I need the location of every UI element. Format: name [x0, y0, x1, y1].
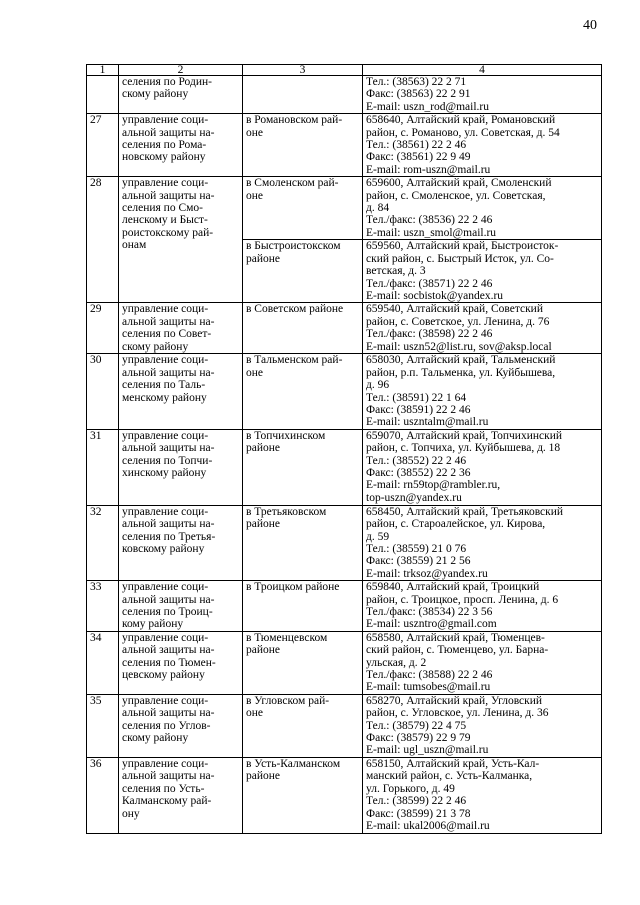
department-cell [119, 631, 243, 694]
area-name: в Топчихинском районе [246, 429, 326, 455]
row-number: 35 [87, 694, 119, 757]
row-number: 28 [87, 177, 119, 303]
table-row [87, 114, 602, 177]
address-cell [363, 354, 602, 429]
department-name: управление соци- альной защиты на- селения по Совет- скому району [122, 303, 215, 353]
column-header: 2 [119, 65, 243, 76]
address-text: 659840, Алтайский край, Троицкий район, с. Троицкое, просп. Ленина, д. 6 Тел./факс: (38534) 22 3 56 E-mail: uszntro@gmail.com [366, 581, 559, 631]
department-cell [119, 757, 243, 833]
address-text: 659600, Алтайский край, Смоленский район, с. Смоленское, ул. Советская, д. 84 Тел./факс: (38536) 22 2 46 E-mail: uszn_smol@mail.ru [366, 177, 552, 239]
address-cell [363, 76, 602, 114]
row-number: 32 [87, 505, 119, 580]
area-cell [243, 757, 363, 833]
area-cell [243, 505, 363, 580]
table-row [87, 505, 602, 580]
row-number: 33 [87, 581, 119, 632]
department-name: управление соци- альной защиты на- селения по Тюмен- цевскому району [122, 631, 216, 682]
row-number [87, 76, 119, 114]
table-row [87, 581, 602, 632]
department-name: управление соци- альной защиты на- селения по Смо- ленскому и Быст- роистокскому рай- онам [122, 177, 215, 252]
table-row [87, 303, 602, 354]
row-number: 30 [87, 354, 119, 429]
department-cell [119, 505, 243, 580]
area-name: в Тальменском рай- оне [246, 354, 343, 379]
area-name: в Романовском рай- оне [246, 114, 343, 139]
area-cell [243, 240, 363, 303]
table-row [87, 429, 602, 505]
column-header: 4 [363, 65, 602, 76]
area-name: в Смоленском рай- оне [246, 177, 339, 202]
department-name: управление соци- альной защиты на- селения по Углов- скому району [122, 694, 215, 745]
area-name: в Быстроистокском районе [246, 240, 341, 265]
table-row [87, 76, 602, 114]
address-text: 658580, Алтайский край, Тюменцев- ский район, с. Тюменцево, ул. Барна- ульская, д. 2 Тел./факс: (38588) 22 2 46 E-mail: tumsobes@mail.ru [366, 631, 549, 694]
area-name: в Третьяковском районе [246, 505, 327, 531]
table-row [87, 694, 602, 757]
address-cell [363, 114, 602, 177]
address-cell [363, 429, 602, 505]
area-cell [243, 694, 363, 757]
area-cell [243, 429, 363, 505]
department-cell [119, 177, 243, 303]
area-cell [243, 581, 363, 632]
row-number: 29 [87, 303, 119, 354]
address-text: 659070, Алтайский край, Топчихинский район, с. Топчиха, ул. Куйбышева, д. 18 Тел.: (38552) 22 2 46 Факс: (38552) 22 2 36 E-mail: rn59top@rambler.ru, top-uszn@yandex.ru [366, 429, 562, 504]
contacts-table [86, 64, 602, 834]
department-name: управление соци- альной защиты на- селения по Усть- Калманскому рай- ону [122, 757, 215, 820]
address-cell [363, 694, 602, 757]
column-header: 1 [87, 65, 119, 76]
address-text: 659540, Алтайский край, Советский район, с. Советское, ул. Ленина, д. 76 Тел./факс: (38598) 22 2 46 E-mail: uszn52@list.ru, sov@aksp.local [366, 303, 552, 353]
department-name: управление соци- альной защиты на- селения по Топчи- хинскому району [122, 429, 215, 479]
area-cell [243, 76, 363, 114]
table-row [87, 757, 602, 833]
page-number: 40 [583, 18, 597, 33]
department-name: управление соци- альной защиты на- селения по Таль- менскому району [122, 354, 215, 404]
department-cell [119, 694, 243, 757]
department-name: управление соци- альной защиты на- селения по Третья- ковскому району [122, 505, 216, 555]
address-text: Тел.: (38563) 22 2 71 Факс: (38563) 22 2 91 E-mail: uszn_rod@mail.ru [366, 76, 490, 113]
address-text: 659560, Алтайский край, Быстроисток- ский район, с. Быстрый Исток, ул. Со- ветская, д. 3 Тел./факс: (38571) 22 2 46 E-mail: socbistok@yandex.ru [366, 240, 559, 302]
area-name: в Советском районе [246, 303, 344, 316]
address-cell [363, 505, 602, 580]
area-name: в Угловском рай- оне [246, 694, 330, 720]
address-text: 658150, Алтайский край, Усть-Кал- манский район, с. Усть-Калманка, ул. Горького, д. 49 Тел.: (38599) 22 2 46 Факс: (38599) 21 3 78 E-mail: ukal2006@mail.ru [366, 757, 540, 832]
address-text: 658640, Алтайский край, Романовский район, с. Романово, ул. Советская, д. 54 Тел.: (38561) 22 2 46 Факс: (38561) 22 9 49 E-mail: rom-uszn@mail.ru [366, 114, 560, 176]
area-cell [243, 114, 363, 177]
row-number: 27 [87, 114, 119, 177]
department-name: управление соци- альной защиты на- селения по Рома- новскому району [122, 114, 215, 164]
row-number: 31 [87, 429, 119, 505]
row-number: 36 [87, 757, 119, 833]
address-cell [363, 757, 602, 833]
area-cell [243, 631, 363, 694]
column-header: 3 [243, 65, 363, 76]
department-name: селения по Родин- скому району [122, 76, 212, 101]
row-number: 34 [87, 631, 119, 694]
department-cell [119, 581, 243, 632]
department-name: управление соци- альной защиты на- селения по Троиц- кому району [122, 581, 215, 631]
table-row [87, 631, 602, 694]
address-cell [363, 303, 602, 354]
department-cell [119, 76, 243, 114]
area-cell [243, 354, 363, 429]
address-text: 658450, Алтайский край, Третьяковский район, с. Староалейское, ул. Кирова, д. 59 Тел.: (38559) 21 0 76 Факс: (38559) 21 2 56 E-mail: trksoz@yandex.ru [366, 505, 564, 580]
area-cell [243, 303, 363, 354]
area-name: в Усть-Калманском районе [246, 757, 341, 783]
area-cell [243, 177, 363, 240]
table-row [87, 177, 602, 240]
department-cell [119, 303, 243, 354]
address-text: 658270, Алтайский край, Угловский район, с. Угловское, ул. Ленина, д. 36 Тел.: (38579) 22 4 75 Факс: (38579) 22 9 79 E-mail: ugl_uszn@mail.ru [366, 694, 549, 757]
address-cell [363, 631, 602, 694]
address-cell [363, 177, 602, 240]
department-cell [119, 429, 243, 505]
table-header-row [87, 65, 602, 76]
address-text: 658030, Алтайский край, Тальменский район, р.п. Тальменка, ул. Куйбышева, д. 96 Тел.: (38591) 22 1 64 Факс: (38591) 22 2 46 E-mail: uszntalm@mail.ru [366, 354, 556, 429]
address-cell [363, 240, 602, 303]
area-name: в Троицком районе [246, 581, 340, 594]
department-cell [119, 354, 243, 429]
department-cell [119, 114, 243, 177]
address-cell [363, 581, 602, 632]
table-row [87, 354, 602, 429]
area-name: в Тюменцевском районе [246, 631, 328, 657]
